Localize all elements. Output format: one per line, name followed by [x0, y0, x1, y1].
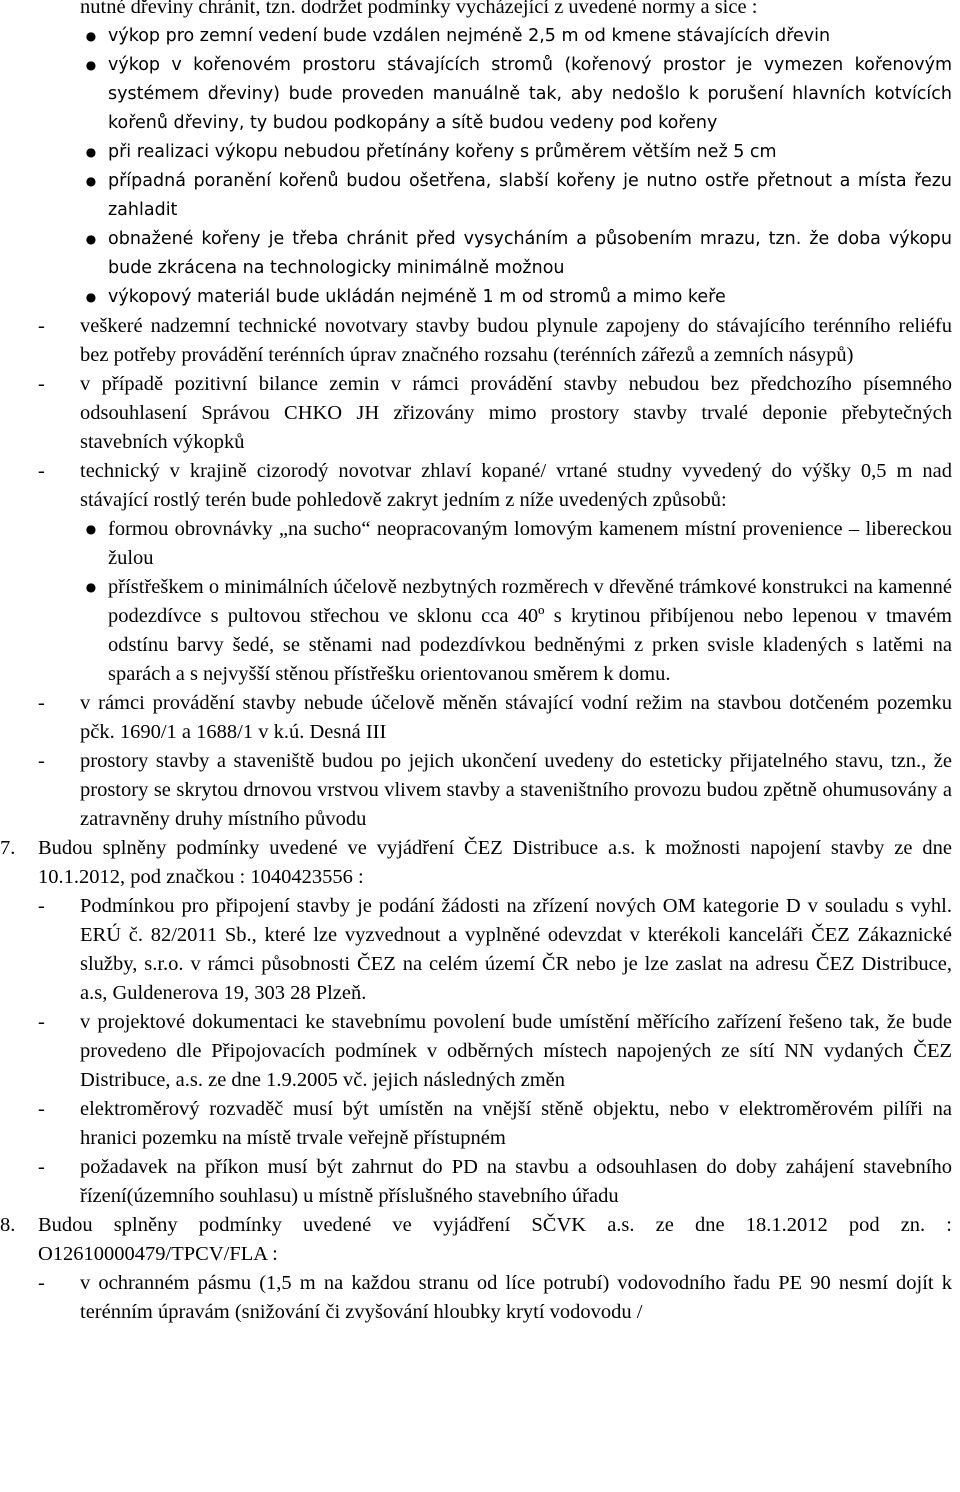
bullet-icon: ●	[85, 145, 97, 159]
dash-marker: -	[38, 373, 45, 395]
dash-item-text: prostory stavby a staveniště budou po jejich ukončení uvedeny do esteticky přijatelného stavu, tzn., že prostory se skrytou drnovou vrstvou vlivem stavby a staveništního provozu budou zpětně ohumusovány a zatravněny druhy místního původu	[80, 750, 952, 830]
bullet-icon: ●	[85, 580, 97, 594]
list-item	[0, 573, 960, 689]
numbered-item-8	[0, 1211, 960, 1269]
list-item	[0, 515, 960, 573]
dash-marker: -	[38, 460, 45, 482]
list-item-text: formou obrovnávky „na sucho“ neopracovaným lomovým kamenem místní provenience – libereckou žulou	[108, 518, 952, 569]
dash-marker: -	[38, 315, 45, 337]
list-item-text: případná poranění kořenů budou ošetřena, slabší kořeny je nutno ostře přetnout a místa řezu zahladit	[108, 171, 952, 220]
bullet-icon: ●	[85, 29, 97, 43]
dash-item-text: v projektové dokumentaci ke stavebnímu povolení bude umístění měřícího zařízení řešeno tak, že bude provedeno dle Připojovacích podmínek v odběrných místech napojených ze sítí NN vydaných ČEZ Distribuce, a.s. ze dne 1.9.2005 vč. jejich následných změn	[80, 1011, 952, 1091]
dash-item-text: v rámci provádění stavby nebude účelově měněn stávající vodní režim na stavbou dotčeném pozemku pčk. 1690/1 a 1688/1 v k.ú. Desná III	[80, 692, 952, 743]
item-number: 8.	[0, 1214, 16, 1236]
dash-marker: -	[38, 692, 45, 714]
intro-line: nutné dřeviny chránit, tzn. dodržet podmínky vycházející z uvedené normy a sice :	[80, 0, 758, 18]
bullet-icon: ●	[85, 232, 97, 246]
dash-marker: -	[38, 1156, 45, 1178]
dash-item	[0, 1153, 960, 1211]
item-number: 7.	[0, 837, 16, 859]
dash-item-text: technický v krajině cizorodý novotvar zhlaví kopané/ vrtané studny vyvedený do výšky 0,5 m nad stávající rostlý terén bude pohledově zakryt jedním z níže uvedených způsobů:	[80, 460, 952, 511]
dash-marker: -	[38, 895, 45, 917]
dash-marker: -	[38, 750, 45, 772]
list-item-text: při realizaci výkopu nebudou přetínány kořeny s průměrem větším než 5 cm	[108, 142, 777, 162]
dash-item	[0, 892, 960, 1008]
list-item-text: obnažené kořeny je třeba chránit před vysycháním a působením mrazu, tzn. že doba výkopu bude zkrácena na technologicky minimálně možnou	[108, 229, 952, 278]
dash-item	[0, 457, 960, 515]
dash-item	[0, 747, 960, 834]
dash-marker: -	[38, 1272, 45, 1294]
list-item	[0, 22, 960, 51]
list-item-text: výkopový materiál bude ukládán nejméně 1 m od stromů a mimo keře	[108, 287, 726, 307]
dash-item	[0, 1095, 960, 1153]
dash-item-text: v případě pozitivní bilance zemin v rámci provádění stavby nebudou bez předchozího písemného odsouhlasení Správou CHKO JH zřizovány mimo prostory stavby trvalé deponie přebytečných stavebních výkopků	[80, 373, 952, 453]
dash-item	[0, 689, 960, 747]
dash-item	[0, 1269, 960, 1327]
bullet-icon: ●	[85, 290, 97, 304]
dash-marker: -	[38, 1011, 45, 1033]
dash-item	[0, 1008, 960, 1095]
dash-item-text: veškeré nadzemní technické novotvary stavby budou plynule zapojeny do stávajícího terénního reliéfu bez potřeby provádění terénních úprav značného rozsahu (terénních zářezů a zemních násypů)	[80, 315, 952, 366]
dash-item	[0, 370, 960, 457]
numbered-item-7	[0, 834, 960, 892]
list-item	[0, 51, 960, 138]
numbered-item-text: Budou splněny podmínky uvedené ve vyjádření SČVK a.s. ze dne 18.1.2012 pod zn. : O12610000479/TPCV/FLA :	[38, 1214, 952, 1265]
list-item	[0, 167, 960, 225]
dash-item-text: elektroměrový rozvaděč musí být umístěn na vnější stěně objektu, nebo v elektroměrovém pilíři na hranici pozemku na místě trvale veřejně přístupném	[80, 1098, 952, 1149]
list-item	[0, 283, 960, 312]
dash-item	[0, 312, 960, 370]
list-item-text: výkop v kořenovém prostoru stávajících stromů (kořenový prostor je vymezen kořenovým systémem dřeviny) bude proveden manuálně tak, aby nedošlo k porušení hlavních kotvících kořenů dřeviny, ty budou podkopány a sítě budou vedeny pod kořeny	[108, 55, 952, 133]
dash-item-text: požadavek na příkon musí být zahrnut do PD na stavbu a odsouhlasen do doby zahájení stavebního řízení(územního souhlasu) u místně příslušného stavebního úřadu	[80, 1156, 952, 1207]
list-item	[0, 225, 960, 283]
bullet-icon: ●	[85, 174, 97, 188]
numbered-item-text: Budou splněny podmínky uvedené ve vyjádření ČEZ Distribuce a.s. k možnosti napojení stavby ze dne 10.1.2012, pod značkou : 1040423556 :	[38, 837, 952, 888]
list-item-text: přístřeškem o minimálních účelově nezbytných rozměrech v dřevěné trámkové konstrukci na kamenné podezdívce s pultovou střechou ve sklonu cca 40º s krytinou přibíjenou nebo lepenou v tmavém odstínu barvy šedé, se stěnami nad podezdívkou bedněnými z prken svisle kladených s latěmi na sparách a s nejvyšší stěnou přístřešku orientovanou směrem k domu.	[108, 576, 952, 685]
bullet-icon: ●	[85, 522, 97, 536]
list-item-text: výkop pro zemní vedení bude vzdálen nejméně 2,5 m od kmene stávajících dřevin	[108, 26, 831, 46]
bullet-icon: ●	[85, 58, 97, 72]
dash-marker: -	[38, 1098, 45, 1120]
dash-item-text: Podmínkou pro připojení stavby je podání žádosti na zřízení nových OM kategorie D v souladu s vyhl. ERÚ č. 82/2011 Sb., které lze vyzvednout a vyplněné odevzdat v kterékoli kanceláři ČEZ Zákaznické služby, s.r.o. v rámci působnosti ČEZ na celém území ČR nebo je lze zaslat na adresu ČEZ Distribuce, a.s, Guldenerova 19, 303 28 Plzeň.	[80, 895, 952, 1004]
dash-item-text: v ochranném pásmu (1,5 m na každou stranu od líce potrubí) vodovodního řadu PE 90 nesmí dojít k terénním úpravám (snižování či zvyšování hloubky krytí vodovodu /	[80, 1272, 952, 1323]
list-item	[0, 138, 960, 167]
